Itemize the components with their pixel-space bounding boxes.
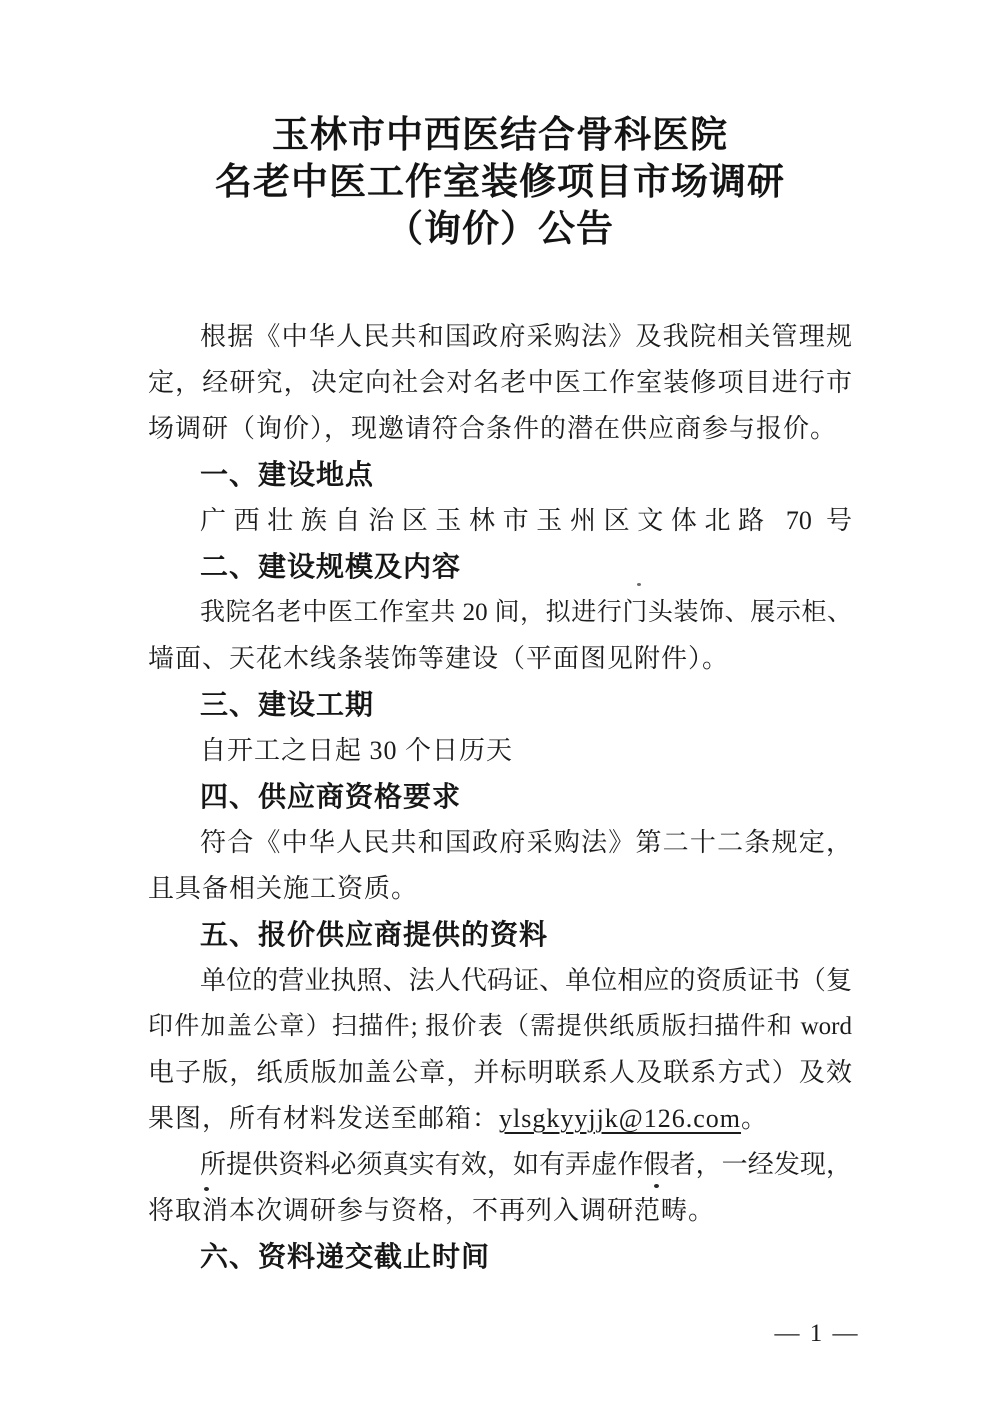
email-text: ylsgkyyjjk@126.com [499, 1104, 742, 1133]
emphasis-dot [204, 1187, 209, 1191]
text-line: 我院名老中医工作室共 20 间，拟进行门头装饰、展示柜、 [200, 599, 852, 626]
text-run: 果图，所有材料发送至邮箱： [148, 1104, 500, 1133]
text-line: 单位的营业执照、法人代码证、单位相应的资质证书（复 [200, 966, 852, 995]
section-heading: 二、建设规模及内容 [200, 551, 462, 582]
scan-artifact-dot [637, 583, 641, 586]
section-heading: 四、供应商资格要求 [200, 781, 462, 812]
emphasis-dot [654, 1184, 659, 1188]
text-line: 定，经研究，决定向社会对名老中医工作室装修项目进行市 [148, 368, 852, 397]
section-heading: 一、建设地点 [200, 459, 375, 490]
section-heading: 六、资料递交截止时间 [200, 1241, 491, 1272]
text-line: 将取消本次调研参与资格，不再列入调研范畴。 [148, 1196, 716, 1225]
document-title-line-3: （询价）公告 [386, 209, 614, 250]
section-heading: 三、建设工期 [200, 689, 375, 720]
page-number: — 1 — [774, 1320, 860, 1347]
text-line: 所提供资料必须真实有效，如有弄虚作假者，一经发现， [200, 1150, 852, 1179]
document-title [0, 112, 1000, 253]
text-run: 。 [741, 1104, 769, 1133]
text-line: 符合《中华人民共和国政府采购法》第二十二条规定， [200, 828, 852, 857]
text-line: 根据《中华人民共和国政府采购法》及我院相关管理规 [200, 322, 852, 351]
text-line: 印件加盖公章）扫描件; 报价表（需提供纸质版扫描件和 word [148, 1013, 852, 1040]
text-line: 场调研（询价），现邀请符合条件的潜在供应商参与报价。 [148, 414, 838, 443]
text-line: 自开工之日起 30 个日历天 [200, 736, 514, 765]
document-title-line-2: 名老中医工作室装修项目市场调研 [215, 162, 785, 203]
section-heading: 五、报价供应商提供的资料 [200, 919, 549, 950]
text-line: 电子版，纸质版加盖公章，并标明联系人及联系方式）及效 [148, 1058, 852, 1087]
document-title-line-1: 玉林市中西医结合骨科医院 [272, 115, 728, 156]
text-line [148, 1096, 852, 1142]
text-line: 墙面、天花木线条装饰等建设（平面图见附件）。 [148, 644, 730, 673]
text-line: 广西壮族自治区玉林市玉州区文体北路 70 号 [200, 506, 852, 535]
text-line: 且具备相关施工资质。 [148, 874, 419, 903]
document-body [148, 314, 852, 1280]
